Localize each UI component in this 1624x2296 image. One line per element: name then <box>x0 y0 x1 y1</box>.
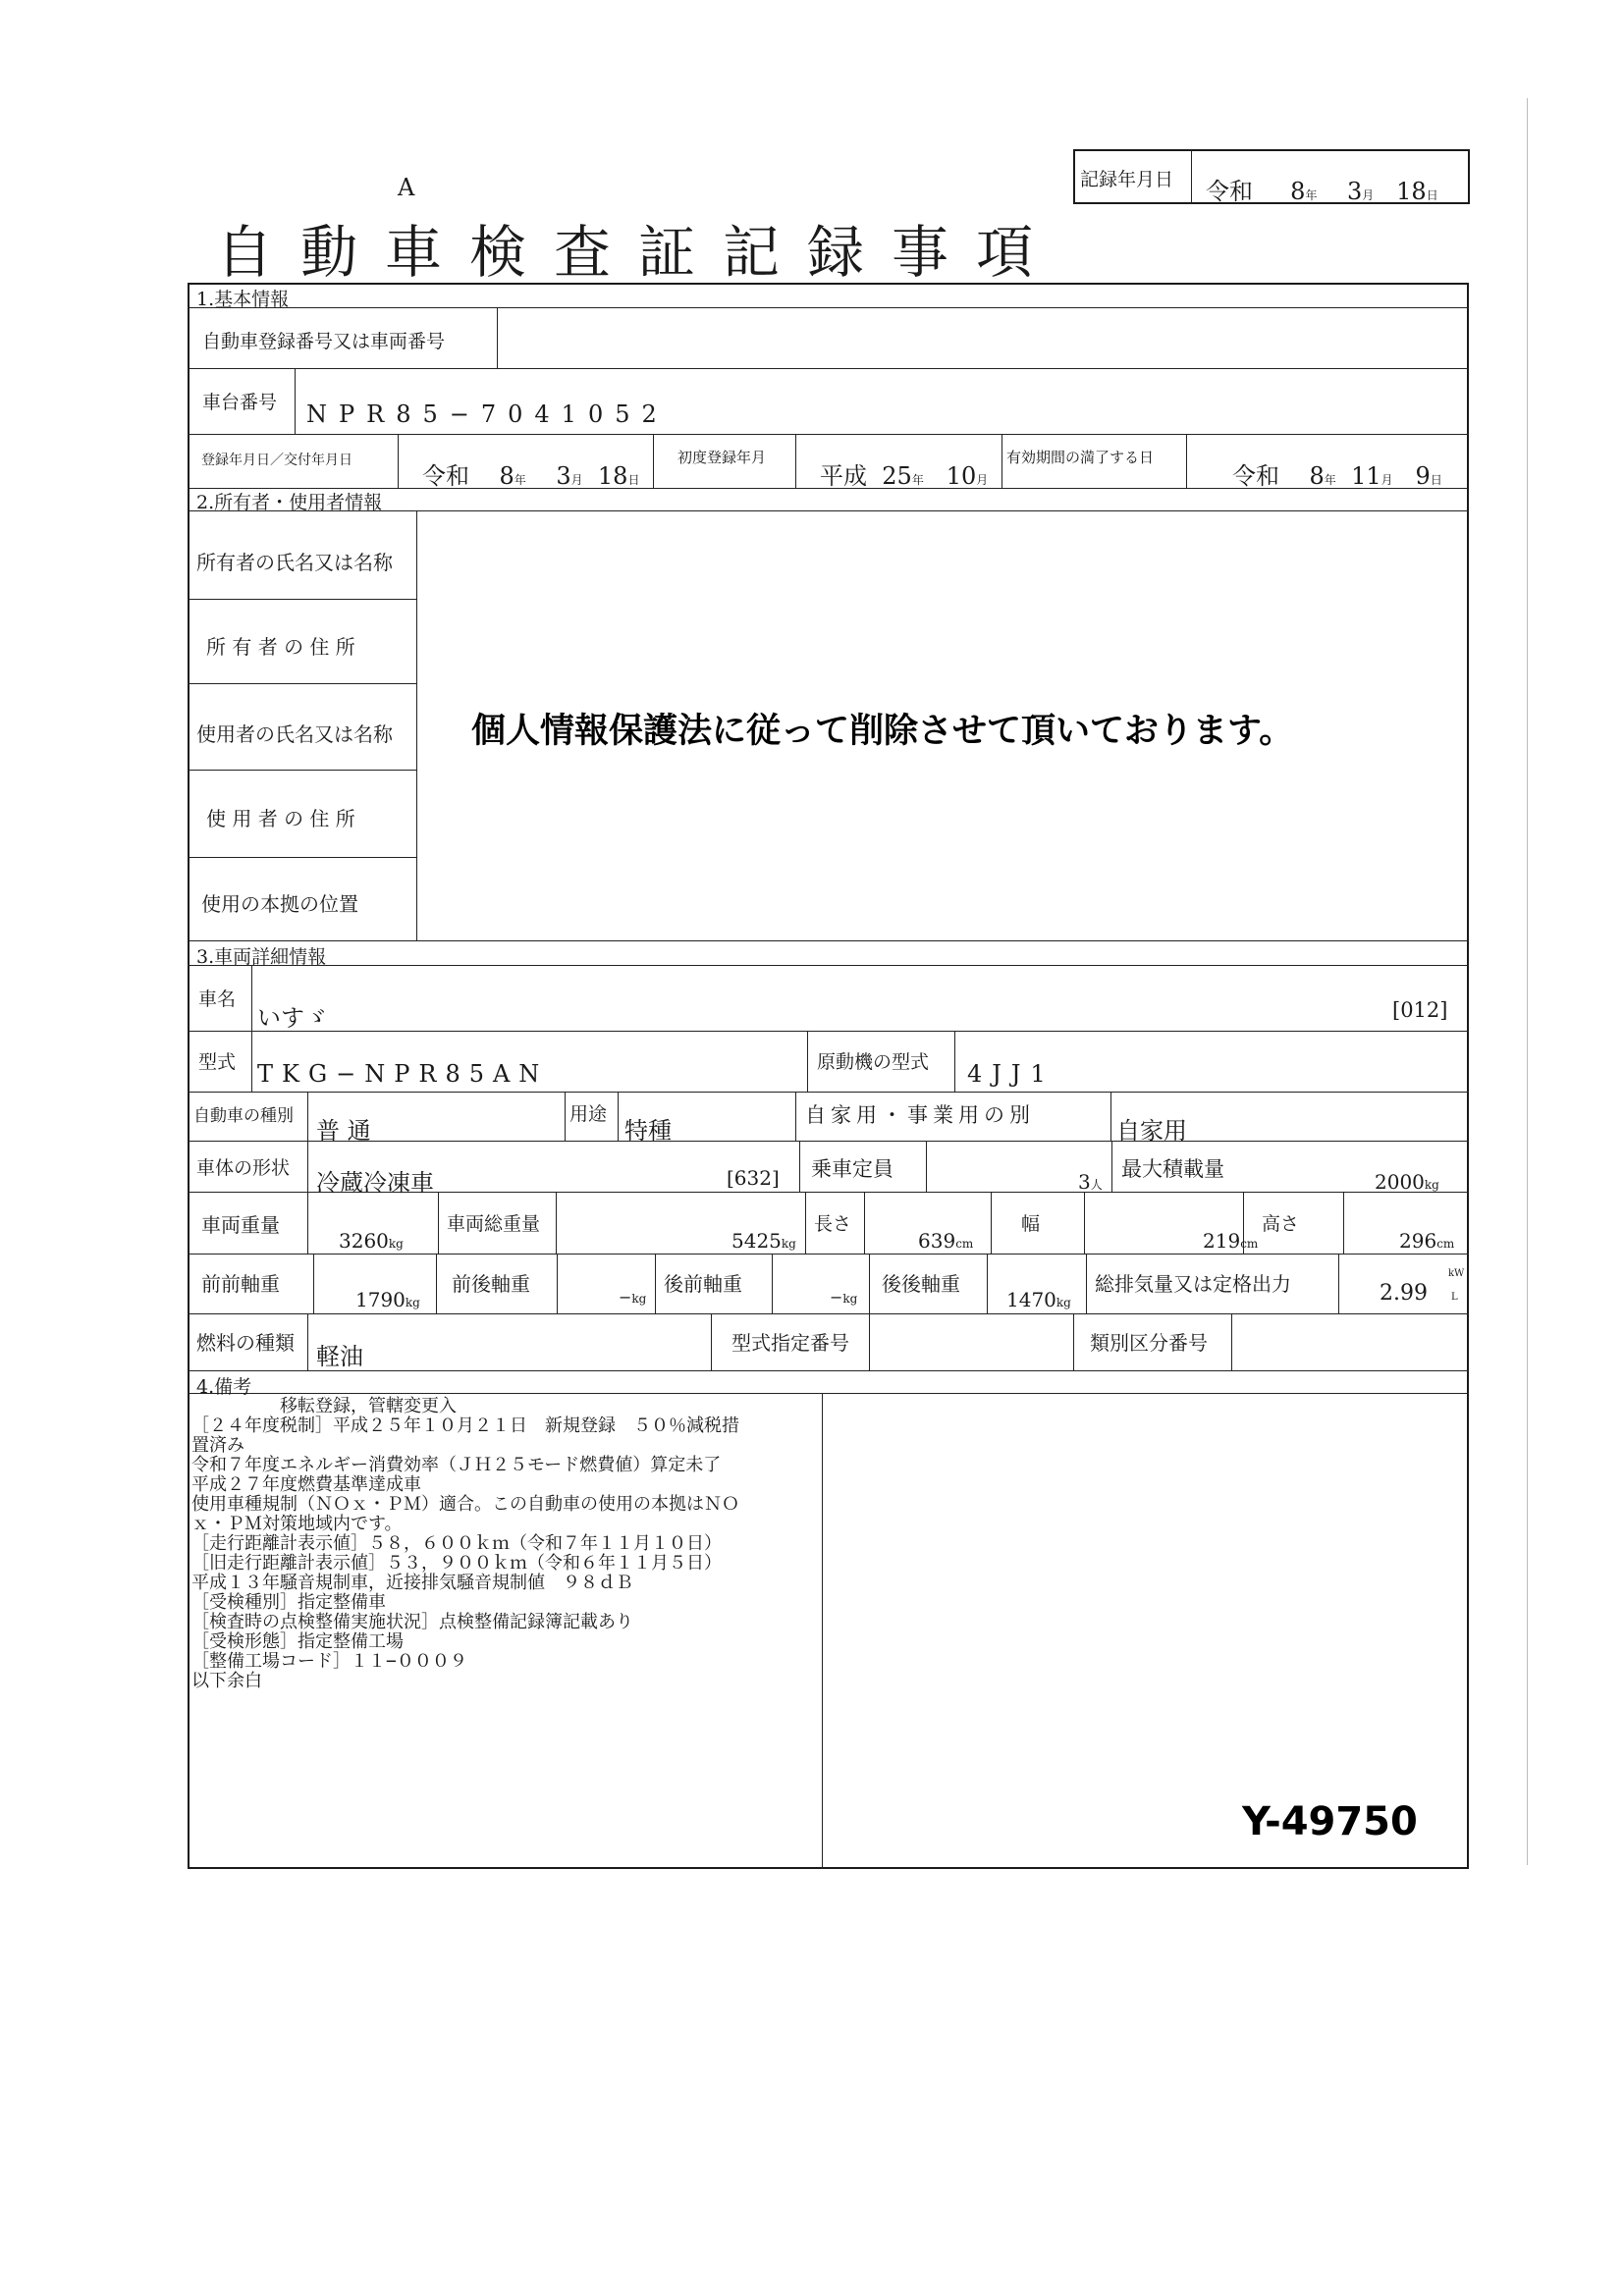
length-label: 長さ <box>814 1213 852 1235</box>
vehicle-weight-label: 車両重量 <box>201 1213 280 1237</box>
remarks-line: ｘ・ＰＭ対策地域内です。 <box>191 1514 403 1534</box>
vehicle-kind-label: 自動車の種別 <box>193 1106 294 1126</box>
make-value: いすゞ <box>257 1004 328 1032</box>
front-rear-axle-label: 前後軸重 <box>452 1272 530 1296</box>
width-label: 幅 <box>1021 1213 1041 1235</box>
front-front-axle-label: 前前軸重 <box>201 1272 280 1296</box>
capacity-label: 乗車定員 <box>811 1157 893 1181</box>
max-load-label: 最大積載量 <box>1121 1157 1224 1181</box>
rear-rear-axle-label: 後後軸重 <box>882 1272 960 1296</box>
model-value: TKG−NPR85AN <box>257 1060 549 1088</box>
remarks-line: ［検査時の点検整備実施状況］点検整備記録簿記載あり <box>191 1612 633 1632</box>
use-label: 用途 <box>569 1103 608 1125</box>
remarks-line: ［整備工場コード］１１−０００９ <box>191 1651 467 1672</box>
capacity-value: 3人 <box>1078 1170 1103 1194</box>
engine-model-label: 原動機の型式 <box>817 1051 930 1073</box>
expiry-value: 令和 8年 11月 9日 <box>1232 462 1442 490</box>
remarks-line: 令和７年度エネルギー消費効率（ＪＨ２５モード燃費値）算定未了 <box>191 1455 722 1475</box>
owner-address-label: 所 有 者 の 住 所 <box>206 635 355 659</box>
displacement-value: 2.99 <box>1380 1281 1428 1306</box>
use-value: 特種 <box>624 1117 672 1145</box>
user-address-label: 使 用 者 の 住 所 <box>206 807 355 830</box>
remarks-line: ［旧走行距離計表示値］５３，９００ｋｍ（令和６年１１月５日） <box>191 1553 722 1574</box>
remarks-line: 平成２７年度燃費基準達成車 <box>191 1474 421 1495</box>
private-business-label: 自家用・事業用の別 <box>805 1103 1035 1127</box>
type-designation-label: 型式指定番号 <box>731 1331 849 1355</box>
displacement-label: 総排気量又は定格出力 <box>1095 1272 1291 1296</box>
height-value: 296cm <box>1399 1229 1455 1253</box>
max-load-value: 2000kg <box>1375 1170 1439 1194</box>
body-shape-value: 冷蔵冷凍車 <box>316 1169 434 1197</box>
make-code: [012] <box>1392 998 1448 1022</box>
gross-weight-label: 車両総重量 <box>447 1213 541 1235</box>
remarks-line: ［２４年度税制］平成２５年１０月２１日 新規登録 ５０％減税措 <box>191 1415 739 1436</box>
section-vehicle-title: 3.車両詳細情報 <box>196 946 327 968</box>
expiry-label: 有効期間の満了する日 <box>1006 449 1155 466</box>
rear-front-axle-label: 後前軸重 <box>664 1272 742 1296</box>
length-value: 639cm <box>918 1229 974 1253</box>
fuel-type-value: 軽油 <box>316 1343 363 1370</box>
private-business-value: 自家用 <box>1116 1117 1187 1145</box>
owner-name-label: 所有者の氏名又は名称 <box>196 551 393 574</box>
remarks-line: 平成１３年騒音規制車，近接排気騒音規制値 ９８ｄＢ <box>191 1573 633 1593</box>
remarks-line: ［受検種別］指定整備車 <box>191 1592 386 1613</box>
remarks-line: 以下余白 <box>191 1671 262 1691</box>
remarks-line: ［受検形態］指定整備工場 <box>191 1631 404 1652</box>
remarks-line: 使用車種規制（ＮＯｘ・ＰＭ）適合。この自動車の使用の本拠はＮＯ <box>191 1494 739 1515</box>
first-reg-value: 平成 25年 10月 <box>820 462 989 490</box>
model-label: 型式 <box>198 1051 237 1073</box>
vehicle-kind-value: 普 通 <box>316 1117 371 1145</box>
remarks-line: 移転登録，管轄変更入 <box>191 1396 457 1416</box>
remarks-text <box>191 1397 820 1691</box>
form-mark: A <box>398 174 415 201</box>
base-location-label: 使用の本拠の位置 <box>201 892 358 916</box>
issue-date-label: 登録年月日／交付年月日 <box>201 453 352 468</box>
displacement-unit-l: L <box>1451 1292 1458 1303</box>
remarks-line: 置済み <box>191 1435 244 1456</box>
front-rear-axle-value: −kg <box>619 1288 647 1307</box>
user-name-label: 使用者の氏名又は名称 <box>196 722 393 746</box>
reg-number-label: 自動車登録番号又は車両番号 <box>202 331 446 352</box>
chassis-value: NPR85−7041052 <box>306 400 669 428</box>
vehicle-weight-value: 3260kg <box>339 1229 404 1253</box>
remarks-line: ［走行距離計表示値］５８，６００ｋｍ（令和７年１１月１０日） <box>191 1533 722 1554</box>
section-basic-title: 1.基本情報 <box>196 289 290 310</box>
engine-model-value: 4JJ1 <box>967 1060 1056 1088</box>
rear-rear-axle-value: 1470kg <box>1006 1288 1071 1311</box>
body-shape-code: [632] <box>727 1166 780 1190</box>
fuel-type-label: 燃料の種類 <box>196 1331 295 1355</box>
record-date-value: 令和 8年 3月 18日 <box>1206 178 1438 205</box>
gross-weight-value: 5425kg <box>731 1229 796 1253</box>
height-label: 高さ <box>1262 1213 1300 1235</box>
first-reg-label: 初度登録年月 <box>677 449 767 466</box>
privacy-notice: 個人情報保護法に従って削除させて頂いております。 <box>471 712 1294 751</box>
record-date-label: 記録年月日 <box>1080 169 1174 190</box>
chassis-label: 車台番号 <box>202 392 278 413</box>
front-front-axle-value: 1790kg <box>355 1288 420 1311</box>
rear-front-axle-value: −kg <box>830 1288 858 1307</box>
width-value: 219cm <box>1203 1229 1259 1253</box>
body-shape-label: 車体の形状 <box>196 1157 291 1179</box>
classification-label: 類別区分番号 <box>1090 1331 1208 1355</box>
document-id: Y-49750 <box>1242 1799 1418 1844</box>
issue-date-value: 令和 8年 3月 18日 <box>422 462 640 490</box>
displacement-unit-kw: kW <box>1448 1268 1465 1279</box>
section-remarks-title: 4.備考 <box>196 1376 252 1398</box>
document-title: 自動車検査証記録事項 <box>216 219 1061 286</box>
section-owner-title: 2.所有者・使用者情報 <box>196 492 383 513</box>
scan-edge-line <box>1527 98 1528 1865</box>
make-label: 車名 <box>198 988 237 1010</box>
